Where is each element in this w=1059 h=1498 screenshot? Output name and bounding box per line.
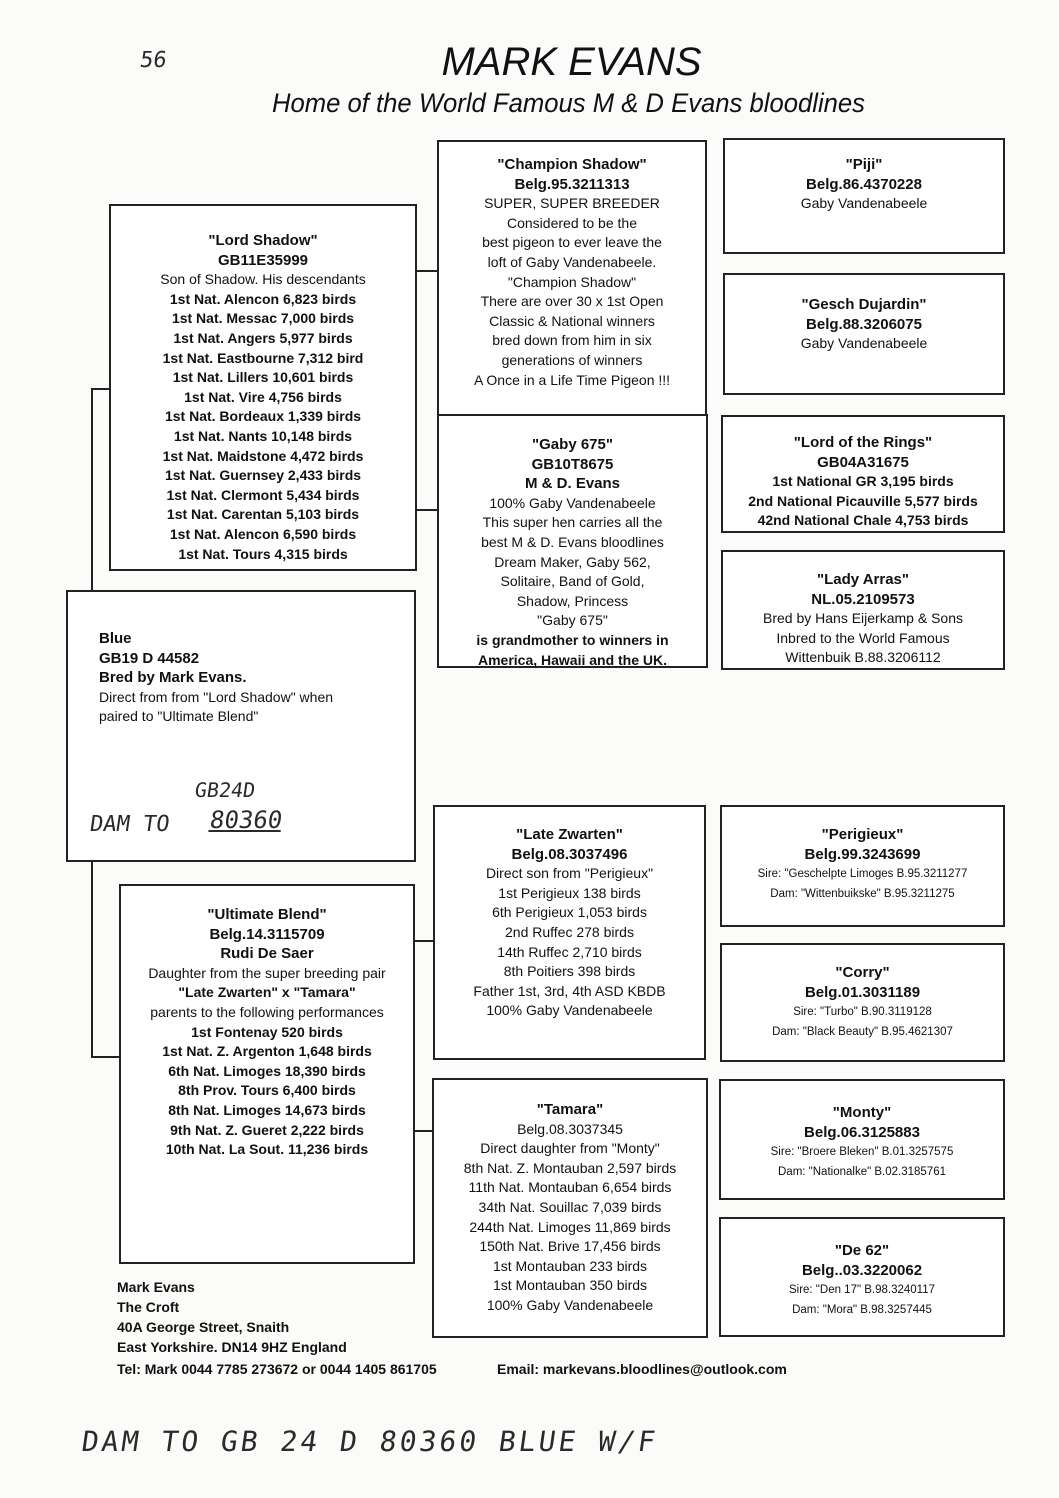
desc-line: Wittenbuik B.88.3206112 (785, 649, 941, 666)
desc-line: generations of winners (501, 351, 643, 368)
card-tamara (432, 1078, 708, 1338)
desc-line: Considered to be the (507, 214, 637, 231)
desc-line: 1st Montauban 233 birds (492, 1257, 648, 1274)
card-de-62 (719, 1217, 1005, 1337)
result-line: 9th Nat. Z. Gueret 2,222 birds (170, 1121, 364, 1138)
card-champion-shadow (437, 140, 707, 426)
desc-line: 100% Gaby Vandenabeele (486, 1002, 653, 1019)
handwritten-note-number: 80360 (208, 806, 285, 834)
card-lady-arras (721, 550, 1005, 670)
desc-line: 150th Nat. Brive 17,456 birds (479, 1238, 661, 1255)
result-line: 42nd National Chale 4,753 birds (757, 512, 969, 529)
ring-number: Belg.01.3031189 (804, 983, 921, 1001)
card-gaby-675 (437, 414, 708, 668)
colour: Blue (99, 630, 132, 647)
result-line: 1st Nat. Bordeaux 1,339 birds (164, 408, 362, 425)
desc-line: America, Hawaii and the UK. (477, 651, 668, 668)
ring-number: Belg.86.4370228 (806, 175, 922, 193)
connector-line (91, 388, 111, 390)
card-monty (719, 1079, 1005, 1200)
contact-email[interactable]: Email: markevans.bloodlines@outlook.com (497, 1361, 787, 1377)
connector-line (413, 1130, 433, 1132)
desc-line: 14th Ruffec 2,710 birds (497, 943, 642, 960)
pigeon-name: "Corry" (835, 964, 890, 981)
pigeon-name: "Piji" (845, 156, 883, 173)
ring-number: Belg.88.3206075 (806, 315, 922, 333)
dam: Dam: "Black Beauty" B.95.4621307 (772, 1026, 953, 1039)
result-line: 1st Nat. Messac 7,000 birds (171, 310, 355, 327)
connector-line (415, 270, 437, 272)
card-ultimate-blend (119, 884, 415, 1264)
desc-line: Direct son from "Perigieux" (485, 865, 654, 882)
result-line: 1st Nat. Angers 5,977 birds (173, 329, 353, 346)
desc-line: paired to "Ultimate Blend" (99, 708, 259, 725)
pigeon-name: "Gaby 675" (532, 436, 613, 453)
desc-line: A Once in a Life Time Pigeon !!! (473, 371, 671, 388)
connector-line (91, 388, 93, 591)
desc-line: best pigeon to ever leave the (482, 234, 662, 251)
contact-region: East Yorkshire. DN14 9HZ England (117, 1339, 347, 1355)
connector-line (415, 509, 437, 511)
card-lord-of-the-rings (721, 415, 1005, 533)
connector-line (91, 1056, 119, 1058)
handwritten-footer-note: DAM TO GB 24 D 80360 BLUE W/F (79, 1425, 661, 1458)
contact-house: The Croft (117, 1299, 180, 1315)
ring-number: GB11E35999 (217, 251, 309, 269)
pigeon-name: "Lord of the Rings" (793, 434, 933, 451)
desc-line: "Gaby 675" (537, 612, 608, 629)
desc-line: 244th Nat. Limoges 11,869 birds (469, 1218, 671, 1235)
desc-line: 8th Nat. Z. Montauban 2,597 birds (463, 1159, 677, 1176)
desc-line: Direct daughter from "Monty" (480, 1140, 660, 1157)
ring-number: Belg.06.3125883 (804, 1123, 920, 1141)
dam: Dam: "Mora" B.98.3257445 (792, 1304, 932, 1317)
page-subtitle: Home of the World Famous M & D Evans bloodlines (271, 88, 866, 118)
result-line: 8th Prov. Tours 6,400 birds (178, 1082, 356, 1099)
result-line: 1st Nat. Maidstone 4,472 birds (162, 447, 364, 464)
desc-line: Classic & National winners (489, 312, 655, 329)
desc-line: loft of Gaby Vandenabeele. (487, 253, 657, 270)
breeder: Gaby Vandenabeele (800, 195, 928, 212)
result-line: 1st Nat. Tours 4,315 birds (178, 545, 348, 562)
contact-name: Mark Evans (117, 1279, 195, 1295)
contact-telephone: Tel: Mark 0044 7785 273672 or 0044 1405 861705 (117, 1361, 437, 1377)
intro-text: Son of Shadow. His descendants (160, 271, 366, 288)
result-line: 1st Nat. Clermont 5,434 birds (166, 486, 360, 503)
result-line: 1st Nat. Z. Argenton 1,648 birds (162, 1043, 372, 1060)
desc-line: best M & D. Evans bloodlines (481, 533, 664, 550)
desc-line: 2nd Ruffec 278 birds (505, 923, 634, 940)
ring-number: Belg.08.3037496 (511, 845, 628, 863)
pigeon-name: "Tamara" (536, 1101, 604, 1118)
result-line: 6th Nat. Limoges 18,390 birds (168, 1062, 366, 1079)
card-piji (723, 138, 1005, 254)
card-perigieux (720, 805, 1005, 927)
result-line: 1st Nat. Vire 4,756 birds (184, 388, 342, 405)
result-line: 1st Fontenay 520 birds (191, 1023, 343, 1040)
desc-line: 6th Perigieux 1,053 birds (492, 904, 647, 921)
ring-number: Belg.14.3115709 (209, 925, 325, 943)
desc-line: Daughter from the super breeding pair (148, 964, 386, 981)
desc-line: 8th Poitiers 398 birds (503, 963, 636, 980)
pigeon-name: "Champion Shadow" (497, 156, 647, 173)
result-line: 1st Nat. Carentan 5,103 birds (166, 506, 360, 523)
page-title: MARK EVANS (441, 40, 702, 84)
breeder: Rudi De Saer (220, 945, 314, 963)
result-line: 8th Nat. Limoges 14,673 birds (168, 1101, 366, 1118)
result-line: 1st Nat. Guernsey 2,433 birds (164, 467, 362, 484)
desc-line: "Champion Shadow" (507, 273, 637, 290)
desc-line: 100% Gaby Vandenabeele (486, 1296, 654, 1313)
ring-number: GB19 D 44582 (99, 649, 200, 667)
pigeon-name: "Lady Arras" (816, 571, 910, 588)
desc-line: 11th Nat. Montauban 6,654 birds (468, 1179, 672, 1196)
result-line: 1st Nat. Nants 10,148 birds (173, 427, 353, 444)
desc-line: "Late Zwarten" x "Tamara" (178, 984, 356, 1001)
pigeon-name: "Perigieux" (821, 826, 904, 843)
result-line: 1st Nat. Alencon 6,823 birds (169, 290, 357, 307)
contact-block (117, 1277, 347, 1357)
sire: Sire: "Broere Bleken" B.01.3257575 (770, 1146, 954, 1159)
desc-line: 1st Perigieux 138 birds (498, 884, 641, 901)
sire: Sire: "Turbo" B.90.3119128 (793, 1006, 932, 1019)
connector-line (413, 940, 433, 942)
desc-line: Direct from from "Lord Shadow" when (99, 688, 334, 705)
pigeon-name: "Lord Shadow" (208, 232, 318, 249)
desc-line: Inbred to the World Famous (776, 629, 950, 646)
card-lord-shadow (109, 204, 417, 571)
ring-number: Belg.95.3211313 (514, 175, 630, 193)
pigeon-name: "De 62" (834, 1242, 890, 1259)
desc-line: 1st Montauban 350 birds (492, 1277, 648, 1294)
result-line: 1st National GR 3,195 birds (772, 473, 954, 490)
page-number-mark: 56 (138, 48, 169, 73)
card-corry (720, 943, 1005, 1062)
ring-number: NL.05.2109573 (811, 590, 915, 608)
ring-number: Belg.08.3037345 (517, 1120, 623, 1137)
desc-line: This super hen carries all the (482, 514, 663, 531)
card-gesch-dujardin (723, 273, 1005, 395)
desc-line: There are over 30 x 1st Open (480, 293, 664, 310)
result-line: 2nd National Picauville 5,577 birds (748, 492, 978, 509)
ring-number: GB04A31675 (817, 453, 909, 471)
result-line: 10th Nat. La Sout. 11,236 birds (165, 1141, 369, 1158)
desc-line: 100% Gaby Vandenabeele (489, 494, 656, 511)
desc-line: Bred by Hans Eijerkamp & Sons (763, 610, 963, 627)
breeder: Gaby Vandenabeele (800, 335, 928, 352)
pigeon-name: "Late Zwarten" (516, 826, 623, 843)
sire: Sire: "Den 17" B.98.3240117 (788, 1284, 936, 1297)
contact-street: 40A George Street, Snaith (117, 1319, 290, 1335)
ring-number: Belg.99.3243699 (804, 845, 921, 863)
pigeon-name: "Gesch Dujardin" (801, 296, 927, 313)
ring-number: GB10T8675 (531, 455, 614, 473)
desc-line: SUPER, SUPER BREEDER (484, 195, 660, 212)
desc-line: Father 1st, 3rd, 4th ASD KBDB (473, 982, 666, 999)
dam: Dam: "Nationalke" B.02.3185761 (778, 1166, 946, 1179)
desc-line: bred down from him in six (492, 332, 652, 349)
ring-number: Belg..03.3220062 (801, 1261, 923, 1279)
pigeon-name: "Monty" (832, 1104, 892, 1121)
card-late-zwarten (433, 805, 706, 1060)
result-line: 1st Nat. Eastbourne 7,312 bird (162, 349, 364, 366)
bred-by: Bred by Mark Evans. (99, 669, 247, 687)
pigeon-name: "Ultimate Blend" (207, 906, 327, 923)
desc-line: parents to the following performances (150, 1003, 384, 1020)
connector-line (91, 861, 93, 1058)
desc-line: Dream Maker, Gaby 562, (494, 553, 651, 570)
handwritten-note-dam: DAM TO (88, 812, 172, 837)
desc-line: Solitaire, Band of Gold, (500, 573, 645, 590)
sire: Sire: "Geschelpte Limoges B.95.3211277 (757, 868, 968, 881)
desc-line: is grandmother to winners in (476, 631, 669, 648)
desc-line: 34th Nat. Souillac 7,039 birds (478, 1198, 662, 1215)
result-line: 1st Nat. Alencon 6,590 birds (169, 525, 357, 542)
dam: Dam: "Wittenbuikske" B.95.3211275 (770, 888, 955, 901)
handwritten-note-ring: GB24D (193, 778, 257, 802)
result-line: 1st Nat. Lillers 10,601 birds (172, 369, 354, 386)
owner: M & D. Evans (524, 475, 621, 493)
desc-line: Shadow, Princess (516, 592, 629, 609)
